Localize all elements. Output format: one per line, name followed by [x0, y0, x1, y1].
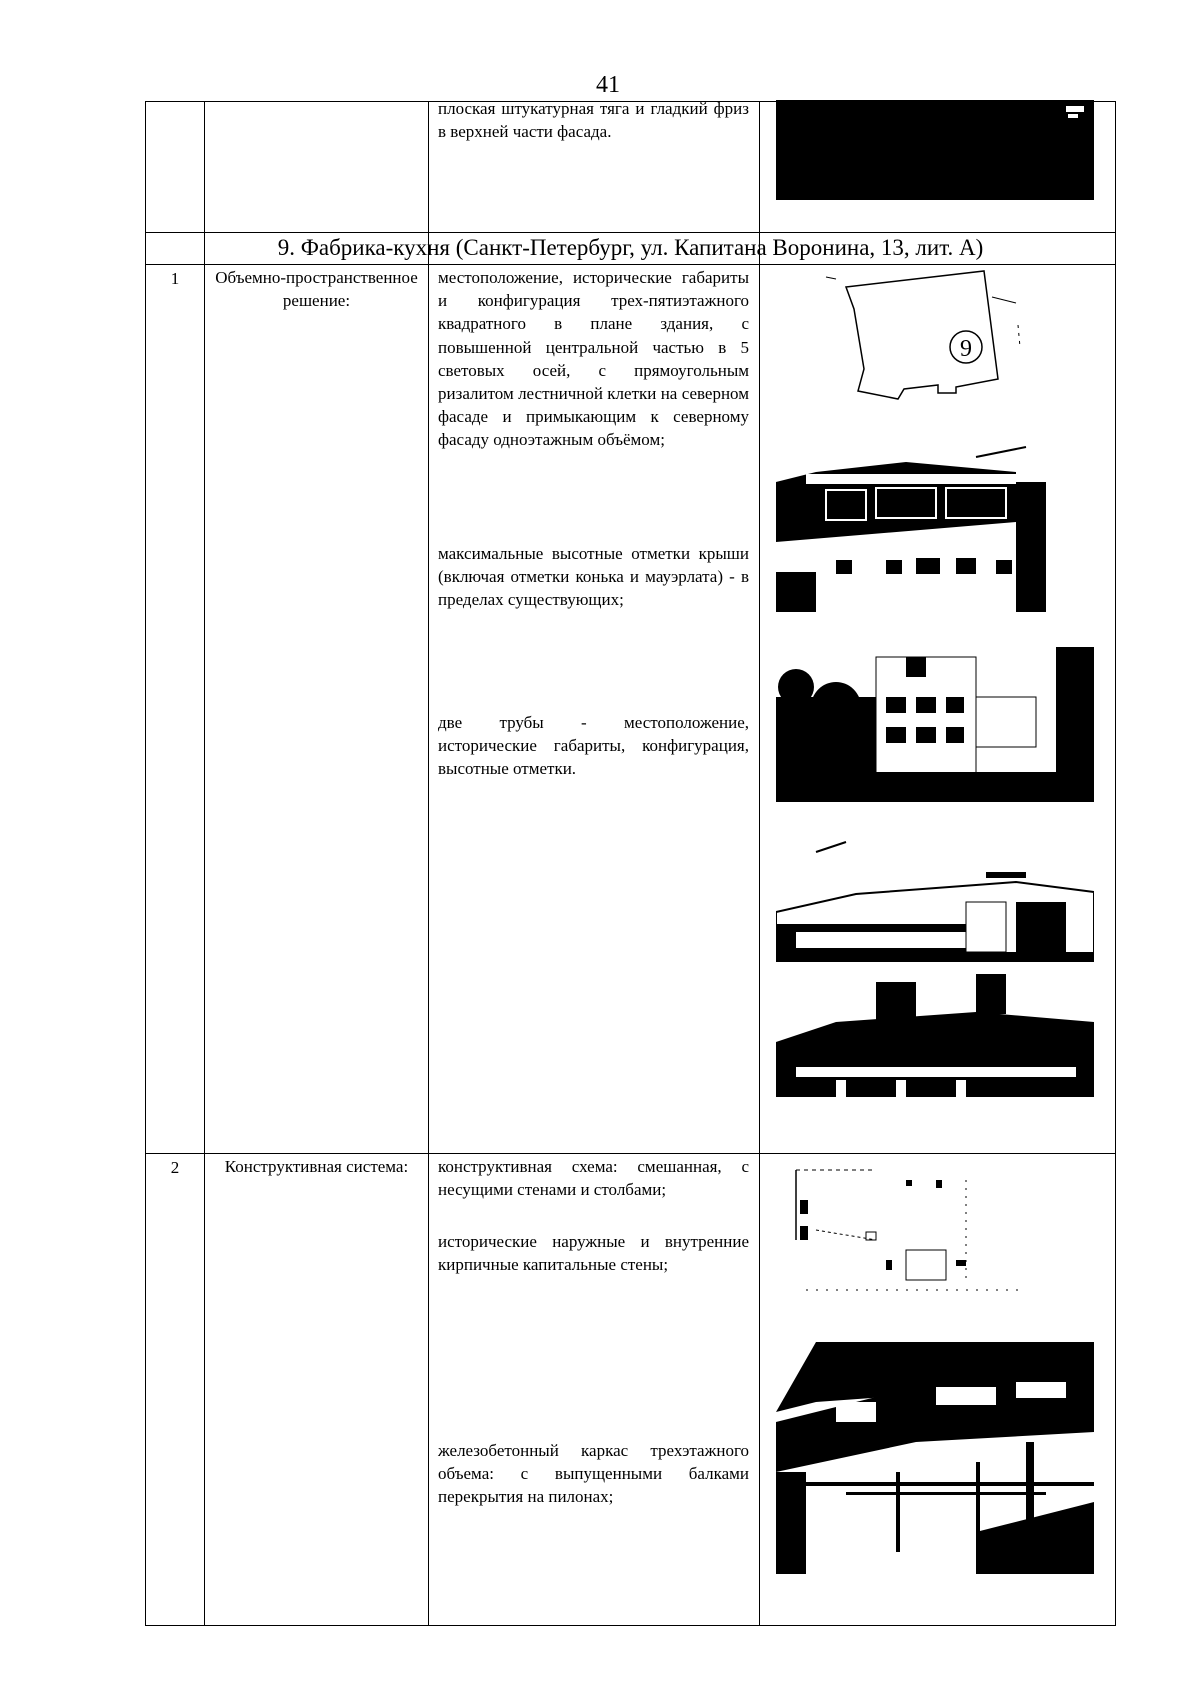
row-item: местоположение, исторические габариты и конфигурация трех-пятиэтажного квадратного в плане здания, с повышенной центральной частью в 5 световых осей, с прямоугольным ризалитом лестничной клетки на северном фасаде и примыкающим к северному фасаду одноэтажным объёмом;	[438, 268, 749, 450]
row-item: исторические наружные и внутренние кирпичные капитальные стены;	[438, 1232, 749, 1275]
building-photo	[776, 442, 1094, 612]
row-number: 1	[170, 269, 180, 288]
site-plan-map	[806, 267, 1096, 407]
map-marker-label: 9	[960, 336, 972, 362]
roof-photo	[776, 832, 1094, 962]
page-number: 41	[596, 72, 620, 98]
row-divider	[146, 1153, 1115, 1154]
facade-description: плоская штукатурная тяга и гладкий фриз в верхней части фасада.	[438, 99, 749, 142]
building-photo	[776, 637, 1094, 802]
row-category: Объемно-пространственное решение:	[215, 268, 418, 311]
row-item: максимальные высотные отметки крыши (включая отметки конька и мауэрлата) - в пределах существующих;	[438, 544, 749, 610]
column-divider	[759, 102, 760, 1625]
row-category: Конструктивная система:	[224, 1157, 409, 1176]
column-divider	[428, 102, 429, 1625]
row-item: железобетонный каркас трехэтажного объема: с выпущенными балками перекрытия на пилонах;	[438, 1441, 749, 1507]
monument-table	[145, 101, 1116, 1626]
column-divider	[204, 102, 205, 1625]
floor-plan	[786, 1160, 1086, 1300]
interior-photo	[776, 1342, 1094, 1574]
row-divider	[146, 264, 1115, 265]
row-number: 2	[170, 1158, 180, 1177]
facade-photo	[776, 100, 1094, 200]
section-title: 9. Фабрика-кухня (Санкт-Петербург, ул. Капитана Воронина, 13, лит. А)	[277, 235, 984, 260]
row-item: две трубы - местоположение, исторические габариты, конфигурация, высотные отметки.	[438, 713, 749, 779]
chimney-photo	[776, 972, 1094, 1097]
row-item: конструктивная схема: смешанная, с несущими стенами и столбами;	[438, 1157, 749, 1200]
